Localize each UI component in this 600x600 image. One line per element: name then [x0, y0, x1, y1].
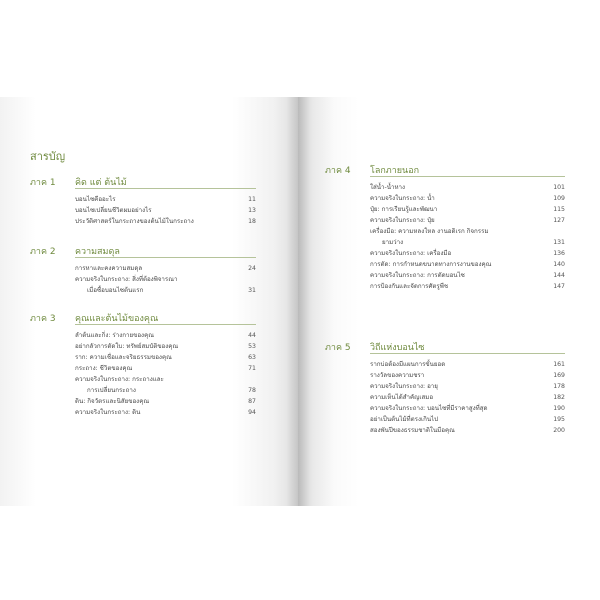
entry-list	[370, 182, 565, 292]
entry-title: ดิน: กิจวัตรและนิสัยของคุณ	[75, 398, 150, 405]
entry-title: บอนไซคืออะไร	[75, 196, 116, 203]
toc-entry[interactable]	[370, 359, 565, 370]
entry-title: ความจริงในกระถาง: เครื่องมือ	[370, 250, 452, 257]
entry-list	[75, 194, 256, 227]
part-rule	[75, 188, 256, 189]
entry-title: การป้องกันและจัดการศัตรูพืช	[370, 283, 449, 290]
entry-title: รางวัลของความชรา	[370, 372, 425, 379]
entry-page: 87	[248, 398, 256, 405]
entry-page: 101	[553, 184, 565, 191]
toc-title: สารบัญ	[30, 150, 66, 163]
toc-entry[interactable]	[370, 381, 565, 392]
entry-page: 127	[553, 217, 565, 224]
entry-title: กระถาง: ชีวิตของคุณ	[75, 365, 133, 372]
entry-title: ปุ๋ย: การเรียนรู้และพัฒนา	[370, 206, 438, 213]
entry-title: ใส่น้ำ-น้ำหาง	[370, 184, 406, 191]
entry-list	[75, 263, 256, 296]
toc-entry[interactable]	[370, 248, 565, 259]
entry-title: สองพันปีของธรรมชาติในมือคุณ	[370, 427, 455, 434]
toc-entry[interactable]	[370, 392, 565, 403]
toc-entry[interactable]	[370, 259, 565, 270]
entry-title: ความจริงในกระถาง: น้ำ	[370, 195, 435, 202]
toc-entry[interactable]	[370, 193, 565, 204]
entry-page: 31	[248, 287, 256, 294]
toc-entry[interactable]	[370, 414, 565, 425]
book-gutter	[286, 97, 310, 506]
entry-title: ยามว่าง	[382, 239, 404, 246]
entry-title: ความจริงในกระถาง: สิ่งที่ต้องพิจารณา	[75, 276, 178, 283]
part-4	[325, 163, 565, 292]
right-page	[298, 97, 600, 506]
toc-entry[interactable]	[75, 285, 256, 296]
toc-entry[interactable]	[75, 363, 256, 374]
toc-entry[interactable]	[75, 263, 256, 274]
toc-entry[interactable]	[370, 182, 565, 193]
entry-page: 24	[248, 265, 256, 272]
part-rule	[75, 324, 256, 325]
toc-entry[interactable]	[370, 237, 565, 248]
toc-entry[interactable]	[75, 216, 256, 227]
entry-page: 71	[248, 365, 256, 372]
entry-title: การตัด: การกำหนดขนาดทางการงานของคุณ	[370, 261, 492, 268]
entry-page: 144	[553, 272, 565, 279]
part-label: ภาค 4	[325, 166, 351, 176]
toc-entry[interactable]	[370, 370, 565, 381]
entry-title: ความจริงในกระถาง: ดิน	[75, 409, 141, 416]
entry-title: รากบ่อต้องมีแผนการขั้นยอด	[370, 361, 446, 368]
entry-page: 78	[248, 387, 256, 394]
part-header	[325, 340, 565, 356]
entry-page: 94	[248, 409, 256, 416]
entry-page: 178	[553, 383, 565, 390]
entry-title: บอนไซเปลี่ยนชีวิตผมอย่างไร	[75, 207, 152, 214]
entry-page: 195	[553, 416, 565, 423]
part-label: ภาค 3	[30, 314, 56, 324]
entry-page: 109	[553, 195, 565, 202]
part-header	[30, 175, 256, 191]
part-title: คิด แต่ ต้นไม้	[75, 178, 127, 188]
entry-page: 136	[553, 250, 565, 257]
entry-title: ราก: ความเชื่อและจริยธรรมของคุณ	[75, 354, 172, 361]
toc-entry[interactable]	[75, 407, 256, 418]
toc-entry[interactable]	[370, 270, 565, 281]
entry-title: ความเห็นได้สำคัญเสมอ	[370, 394, 434, 401]
entry-page: 161	[553, 361, 565, 368]
toc-entry[interactable]	[75, 341, 256, 352]
entry-page: 115	[553, 206, 565, 213]
part-2	[30, 244, 256, 296]
entry-page: 63	[248, 354, 256, 361]
toc-entry[interactable]	[75, 194, 256, 205]
entry-page: 140	[553, 261, 565, 268]
entry-title: ความจริงในกระถาง: อายุ	[370, 383, 438, 390]
entry-page: 200	[553, 427, 565, 434]
part-title: ความสมดุล	[75, 247, 120, 257]
entry-list	[75, 330, 256, 418]
toc-entry[interactable]	[370, 215, 565, 226]
toc-entry[interactable]	[370, 204, 565, 215]
toc-entry[interactable]	[75, 396, 256, 407]
part-label: ภาค 5	[325, 343, 351, 353]
entry-title: อย่าเป็นต้นไม้ที่ตรงเกินไป	[370, 416, 439, 423]
toc-entry[interactable]	[75, 352, 256, 363]
toc-entry[interactable]	[370, 425, 565, 436]
part-5	[325, 340, 565, 436]
entry-title: ประวัติศาสตร์ในกระถางของต้นไม้ในกระถาง	[75, 218, 194, 225]
entry-page: 53	[248, 343, 256, 350]
part-1	[30, 175, 256, 227]
entry-title: การหาและคงความสมดุล	[75, 265, 143, 272]
entry-page: 18	[248, 218, 256, 225]
entry-title: ลำต้นและกิ่ง: ร่างกายของคุณ	[75, 332, 154, 339]
left-page	[0, 97, 298, 506]
entry-page: 11	[248, 196, 256, 203]
entry-page: 190	[553, 405, 565, 412]
entry-title: ความจริงในกระถาง: กระถางและ	[75, 376, 164, 383]
part-header	[30, 311, 256, 327]
entry-page: 13	[248, 207, 256, 214]
toc-entry[interactable]	[75, 330, 256, 341]
entry-title: ความจริงในกระถาง: ปุ๋ย	[370, 217, 435, 224]
part-title: โลกภายนอก	[370, 166, 420, 176]
part-rule	[75, 257, 256, 258]
toc-entry[interactable]	[75, 385, 256, 396]
entry-page: 182	[553, 394, 565, 401]
part-title: วิถีแห่งบอนไซ	[370, 343, 425, 353]
part-header	[325, 163, 565, 179]
part-rule	[370, 176, 565, 177]
entry-list	[370, 359, 565, 436]
part-title: คุณและต้นไม้ของคุณ	[75, 314, 159, 324]
part-3	[30, 311, 256, 418]
book-spread	[0, 97, 600, 506]
part-label: ภาค 1	[30, 178, 56, 188]
toc-entry[interactable]	[75, 374, 256, 385]
entry-page: 147	[553, 283, 565, 290]
entry-title: ความจริงในกระถาง: การตัดบอนไซ	[370, 272, 465, 279]
entry-title: เมื่อซื้อบอนไซต้นแรก	[87, 287, 144, 294]
entry-title: เครื่องมือ: ความหลงใหล งานอดิเรก กิจกรรม	[370, 228, 489, 235]
entry-title: อย่ากลัวการตัดใบ: ทรัพย์สมบัติของคุณ	[75, 343, 179, 350]
part-header	[30, 244, 256, 260]
toc-entry[interactable]	[370, 403, 565, 414]
part-rule	[370, 353, 565, 354]
entry-page: 131	[553, 239, 565, 246]
toc-entry[interactable]	[75, 205, 256, 216]
entry-page: 44	[248, 332, 256, 339]
part-label: ภาค 2	[30, 247, 56, 257]
entry-title: การเปลี่ยนกระถาง	[87, 387, 136, 394]
toc-entry[interactable]	[370, 226, 565, 237]
toc-entry[interactable]	[75, 274, 256, 285]
entry-title: ความจริงในกระถาง: บอนไซที่มีราคาสูงที่สุด	[370, 405, 488, 412]
entry-page: 169	[553, 372, 565, 379]
toc-entry[interactable]	[370, 281, 565, 292]
